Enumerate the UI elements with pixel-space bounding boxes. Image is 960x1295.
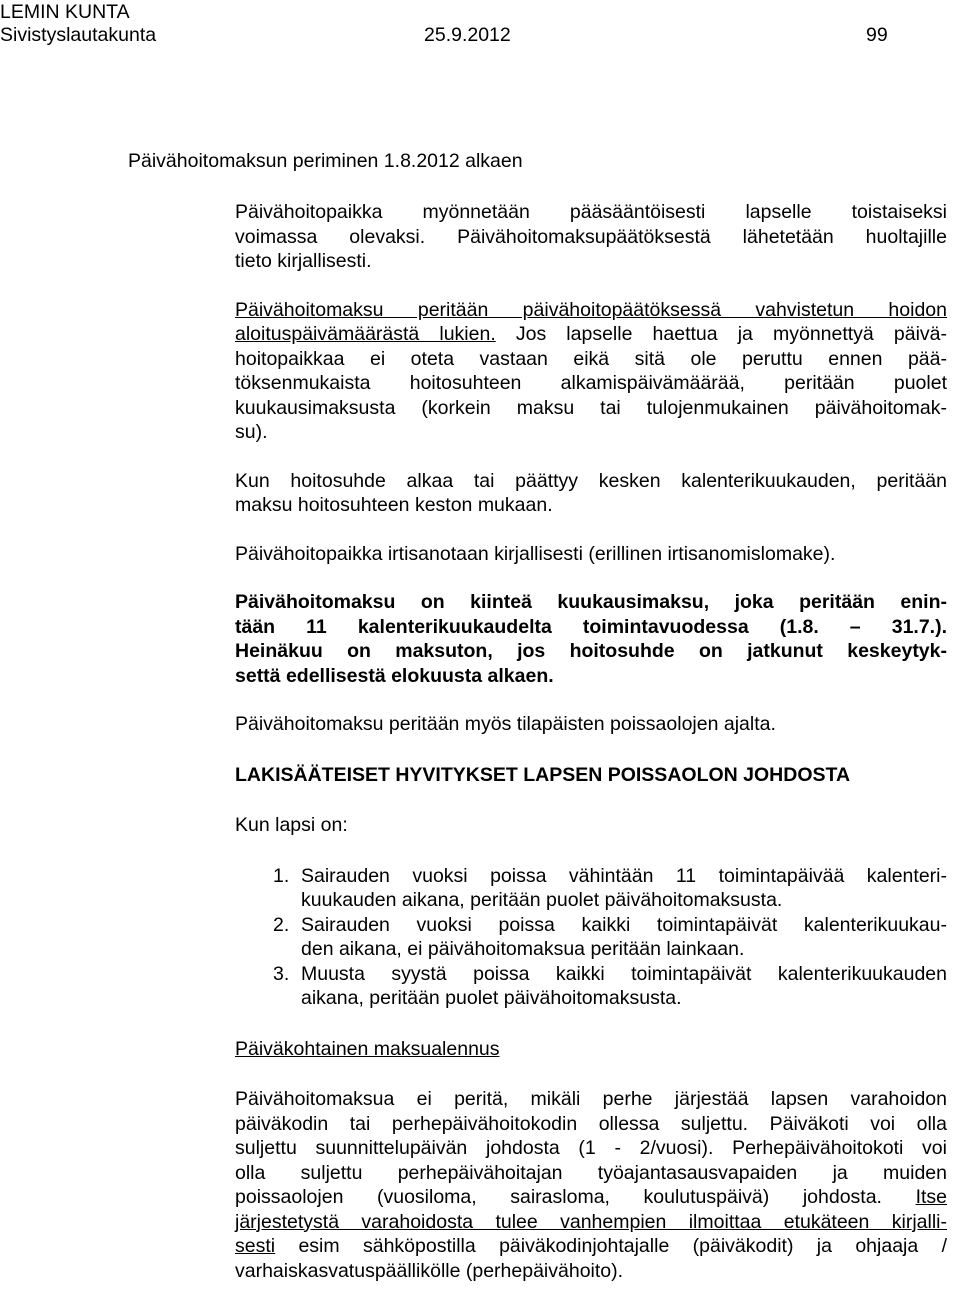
text-line-underlined: Päivähoitomaksu peritään päivähoitopäätöksessä vahvistetun hoidon bbox=[235, 298, 947, 321]
text-line: Sairauden vuoksi poissa vähintään 11 toimintapäivää kalenteri- bbox=[301, 864, 947, 887]
text-line: Päivähoitopaikka myönnetään pääsääntöisesti lapselle toistaiseksi bbox=[235, 201, 947, 223]
paragraph-3 bbox=[235, 469, 947, 518]
text-line bbox=[235, 322, 947, 347]
board-name: Sivistyslautakunta bbox=[0, 24, 157, 46]
text-line: töksenmukaista hoitosuhteen alkamispäivämäärää, peritään puolet bbox=[235, 372, 947, 394]
list-number: 2. bbox=[273, 913, 290, 936]
text-line: maksu hoitosuhteen keston mukaan. bbox=[235, 494, 553, 516]
text-line: Päivähoitomaksua ei peritä, mikäli perhe järjestää lapsen varahoidon bbox=[235, 1088, 947, 1110]
text-line bbox=[235, 1185, 947, 1210]
list-item bbox=[235, 913, 947, 962]
text-line: Kun lapsi on: bbox=[235, 814, 348, 836]
text-run: esim sähköpostilla päiväkodinjohtajalle (päiväkodit) ja ohjaaja / bbox=[275, 1235, 947, 1257]
list-item bbox=[235, 962, 947, 1011]
text-line: voimassa olevaksi. Päivähoitomaksupäätöksestä lähetetään huoltajille bbox=[235, 225, 947, 248]
text-line: Päivähoitomaksu on kiinteä kuukausimaksu, joka peritään enin- bbox=[235, 591, 947, 613]
refund-list bbox=[235, 864, 947, 1011]
text-line: olla suljettu perhepäivähoitajan työajantasausvapaiden ja muiden bbox=[235, 1161, 947, 1184]
paragraph-5-bold bbox=[235, 590, 947, 688]
section-heading bbox=[235, 763, 947, 788]
paragraph-2 bbox=[235, 298, 947, 445]
list-number: 3. bbox=[273, 962, 290, 985]
text-line: tieto kirjallisesti. bbox=[235, 250, 372, 272]
paragraph-4 bbox=[235, 542, 947, 567]
subheading bbox=[235, 1037, 947, 1062]
paragraph-1 bbox=[235, 200, 947, 274]
list-item bbox=[235, 864, 947, 913]
text-line: kuukausimaksusta (korkein maksu tai tulojenmukainen päivähoitomak- bbox=[235, 396, 947, 419]
text-line: tään 11 kalenterikuukaudelta toimintavuodessa (1.8. – 31.7.). bbox=[235, 615, 947, 638]
text-line: su). bbox=[235, 421, 268, 443]
text-run: Jos lapselle haettua ja myönnettyä päivä- bbox=[495, 323, 947, 345]
text-line-underlined: järjestetystä varahoidosta tulee vanhempien ilmoittaa etukäteen kirjalli- bbox=[235, 1210, 947, 1233]
meeting-date: 25.9.2012 bbox=[424, 24, 511, 46]
text-line: settä edellisestä elokuusta alkaen. bbox=[235, 664, 554, 687]
text-line: Heinäkuu on maksuton, jos hoitosuhde on jatkunut keskeytyk- bbox=[235, 640, 947, 662]
text-run: poissaolojen (vuosiloma, sairasloma, koulutuspäivä) johdosta. bbox=[235, 1186, 916, 1208]
final-paragraph bbox=[235, 1087, 947, 1283]
text-line: Muusta syystä poissa kaikki toimintapäivät kalenterikuukauden bbox=[301, 962, 947, 985]
text-line: varhaiskasvatuspäällikölle (perhepäivähoito). bbox=[235, 1259, 624, 1282]
text-line: päiväkodin tai perhepäivähoitokodin ollessa suljettu. Päiväkoti voi olla bbox=[235, 1112, 947, 1135]
text-line bbox=[235, 1234, 947, 1259]
text-line: hoitopaikkaa ei oteta vastaan eikä sitä ole peruttu ennen pää- bbox=[235, 347, 947, 370]
text-line: den aikana, ei päivähoitomaksua peritään lainkaan. bbox=[301, 938, 745, 960]
text-line: Sairauden vuoksi poissa kaikki toimintapäivät kalenterikuukau- bbox=[301, 913, 947, 936]
text-line: Päivähoitomaksu peritään myös tilapäisten poissaolojen ajalta. bbox=[235, 713, 776, 735]
underlined-text: sesti bbox=[235, 1235, 276, 1257]
text-line: aikana, peritään puolet päivähoitomaksusta. bbox=[301, 987, 682, 1009]
page-number: 99 bbox=[866, 24, 888, 46]
list-intro bbox=[235, 813, 947, 838]
text-line: suljettu suunnittelupäivän johdosta (1 - 2/vuosi). Perhepäivähoitokoti voi bbox=[235, 1137, 947, 1159]
document-body bbox=[235, 200, 947, 1283]
document-header bbox=[0, 0, 960, 50]
text-line: Päivähoitopaikka irtisanotaan kirjallisesti (erillinen irtisanomislomake). bbox=[235, 542, 836, 565]
organization-name: LEMIN KUNTA bbox=[0, 1, 130, 23]
heading-text: LAKISÄÄTEISET HYVITYKSET LAPSEN POISSAOLON JOHDOSTA bbox=[235, 763, 851, 786]
section-title: Päivähoitomaksun periminen 1.8.2012 alkaen bbox=[128, 150, 523, 172]
subheading-text: Päiväkohtainen maksualennus bbox=[235, 1037, 500, 1060]
underlined-text: aloituspäivämäärästä lukien. bbox=[235, 323, 496, 345]
text-line: Kun hoitosuhde alkaa tai päättyy kesken kalenterikuukauden, peritään bbox=[235, 469, 947, 492]
underlined-text: Itse bbox=[915, 1186, 947, 1208]
text-line: kuukauden aikana, peritään puolet päivähoitomaksusta. bbox=[301, 889, 783, 911]
paragraph-6 bbox=[235, 712, 947, 737]
list-number: 1. bbox=[273, 864, 290, 887]
